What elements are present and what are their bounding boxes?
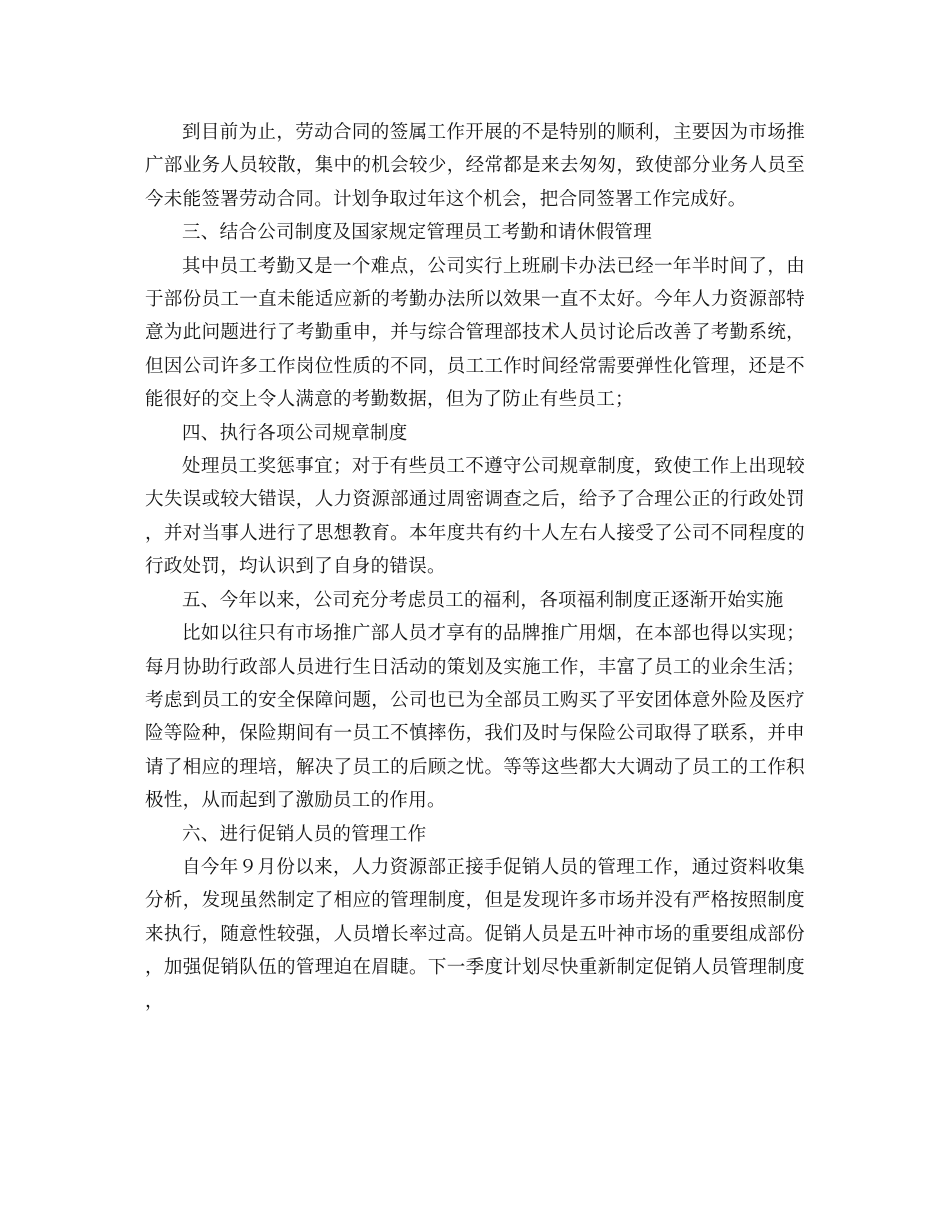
paragraph-contract-signing: 到目前为止，劳动合同的签属工作开展的不是特别的顺利，主要因为市场推广部业务人员较散，集中的机会较少，经常都是来去匆匆，致使部分业务人员至今未能签署劳动合同。计划争取过年这个机会，把合同签署工作完成好。 [145, 122, 805, 210]
paragraph-rewards-penalties: 处理员工奖惩事宜；对于有些员工不遵守公司规章制度，致使工作上出现较大失误或较大错误，人力资源部通过周密调查之后，给予了合理公正的行政处罚，并对当事人进行了思想教育。本年度共有约十人左右人接受了公司不同程度的行政处罚，均认识到了自身的错误。 [145, 456, 805, 578]
section-heading-welfare: 五、今年以来，公司充分考虑员工的福利，各项福利制度正逐渐开始实施 [182, 589, 784, 611]
paragraph-promoters: 自今年９月份以来，人力资源部正接手促销人员的管理工作，通过资料收集分析，发现虽然制定了相应的管理制度，但是发现许多市场并没有严格按照制度来执行，随意性较强，人员增长率过高。促销人员是五叶神市场的重要组成部份，加强促销队伍的管理迫在眉睫。下一季度计划尽快重新制定促销人员管理制度， [145, 856, 805, 1012]
paragraph-attendance: 其中员工考勤又是一个难点，公司实行上班刷卡办法已经一年半时间了，由于部份员工一直未能适应新的考勤办法所以效果一直不太好。今年人力资源部特意为此问题进行了考勤重申，并与综合管理部技术人员讨论后改善了考勤系统，但因公司许多工作岗位性质的不同，员工工作时间经常需要弹性化管理，还是不能很好的交上令人满意的考勤数据，但为了防止有些员工； [145, 255, 805, 411]
section-heading-regulations: 四、执行各项公司规章制度 [182, 422, 408, 444]
paragraph-welfare: 比如以往只有市场推广部人员才享有的品牌推广用烟，在本部也得以实现；每月协助行政部人员进行生日活动的策划及实施工作，丰富了员工的业余生活；考虑到员工的安全保障问题，公司也已为全部员工购买了平安团体意外险及医疗险等险种，保险期间有一员工不慎摔伤，我们及时与保险公司取得了联系，并申请了相应的理培，解决了员工的后顾之忧。等等这些都大大调动了员工的工作积极性，从而起到了激励员工的作用。 [145, 623, 805, 812]
section-heading-promoters: 六、进行促销人员的管理工作 [182, 823, 427, 845]
document-body [145, 116, 805, 1018]
section-heading-attendance: 三、结合公司制度及国家规定管理员工考勤和请休假管理 [182, 222, 653, 244]
